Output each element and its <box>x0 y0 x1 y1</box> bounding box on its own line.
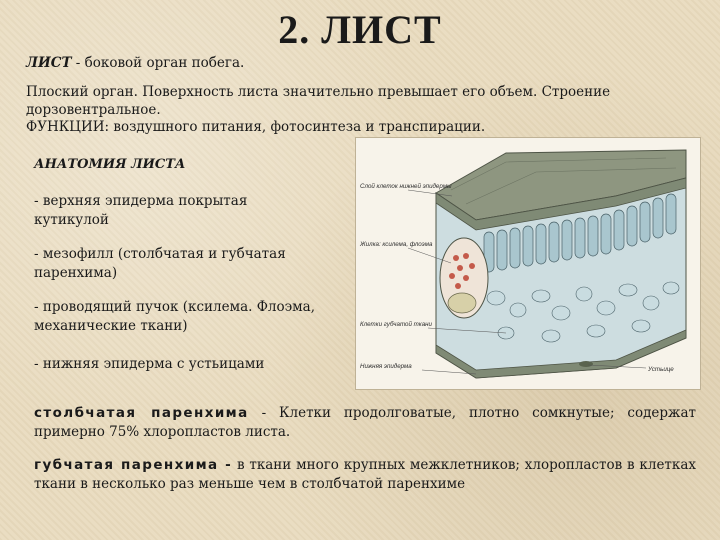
anatomy-item-vascular-bundle: - проводящий пучок (ксилема. Флоэма, механические ткани) <box>34 299 316 334</box>
palisade-text: - Клетки продолговатые, плотно сомкнутые; содержат примерно 75% хлоропластов листа. <box>34 405 696 440</box>
leaf-functions: ФУНКЦИИ: воздушного питания, фотосинтеза и транспирации. <box>26 119 486 135</box>
spongy-description <box>34 456 696 494</box>
definition-text: - боковой орган побега. <box>71 55 245 71</box>
figure-label-lower-epidermis: Нижняя эпидерма <box>360 363 412 370</box>
leaf-description: Плоский орган. Поверхность листа значительно превышает его объем. Строение дорзовентральное. <box>26 84 611 118</box>
palisade-term: столбчатая паренхима <box>34 405 249 421</box>
palisade-description <box>34 404 696 442</box>
anatomy-item-upper-epidermis: - верхняя эпидерма покрытая кутикулой <box>34 193 248 228</box>
page-title: 2. ЛИСТ <box>278 7 442 52</box>
leaf-cross-section-illustration <box>356 138 700 389</box>
figure-label-vein: Жилка: ксилема, флоэма <box>360 241 433 248</box>
figure-label-stoma: Устьице <box>648 366 674 373</box>
figure-label-epidermis: Слой клеток нижней эпидермы <box>360 183 452 190</box>
leaf-definition <box>26 54 244 72</box>
spongy-text: в ткани много крупных межклетников; хлоропластов в клетках ткани в несколько раз меньше чем в столбчатой паренхиме <box>34 457 696 492</box>
anatomy-heading: АНАТОМИЯ ЛИСТА <box>34 157 186 172</box>
anatomy-item-lower-epidermis: - нижняя эпидерма с устьицами <box>34 356 265 372</box>
spongy-term: губчатая паренхима - <box>34 457 233 473</box>
figure-label-spongy: Клетки губчатой ткани <box>360 321 432 328</box>
anatomy-item-mesophyll: - мезофилл (столбчатая и губчатая паренхима) <box>34 246 286 281</box>
definition-term: ЛИСТ <box>26 55 72 71</box>
leaf-cross-section-figure <box>355 137 701 390</box>
